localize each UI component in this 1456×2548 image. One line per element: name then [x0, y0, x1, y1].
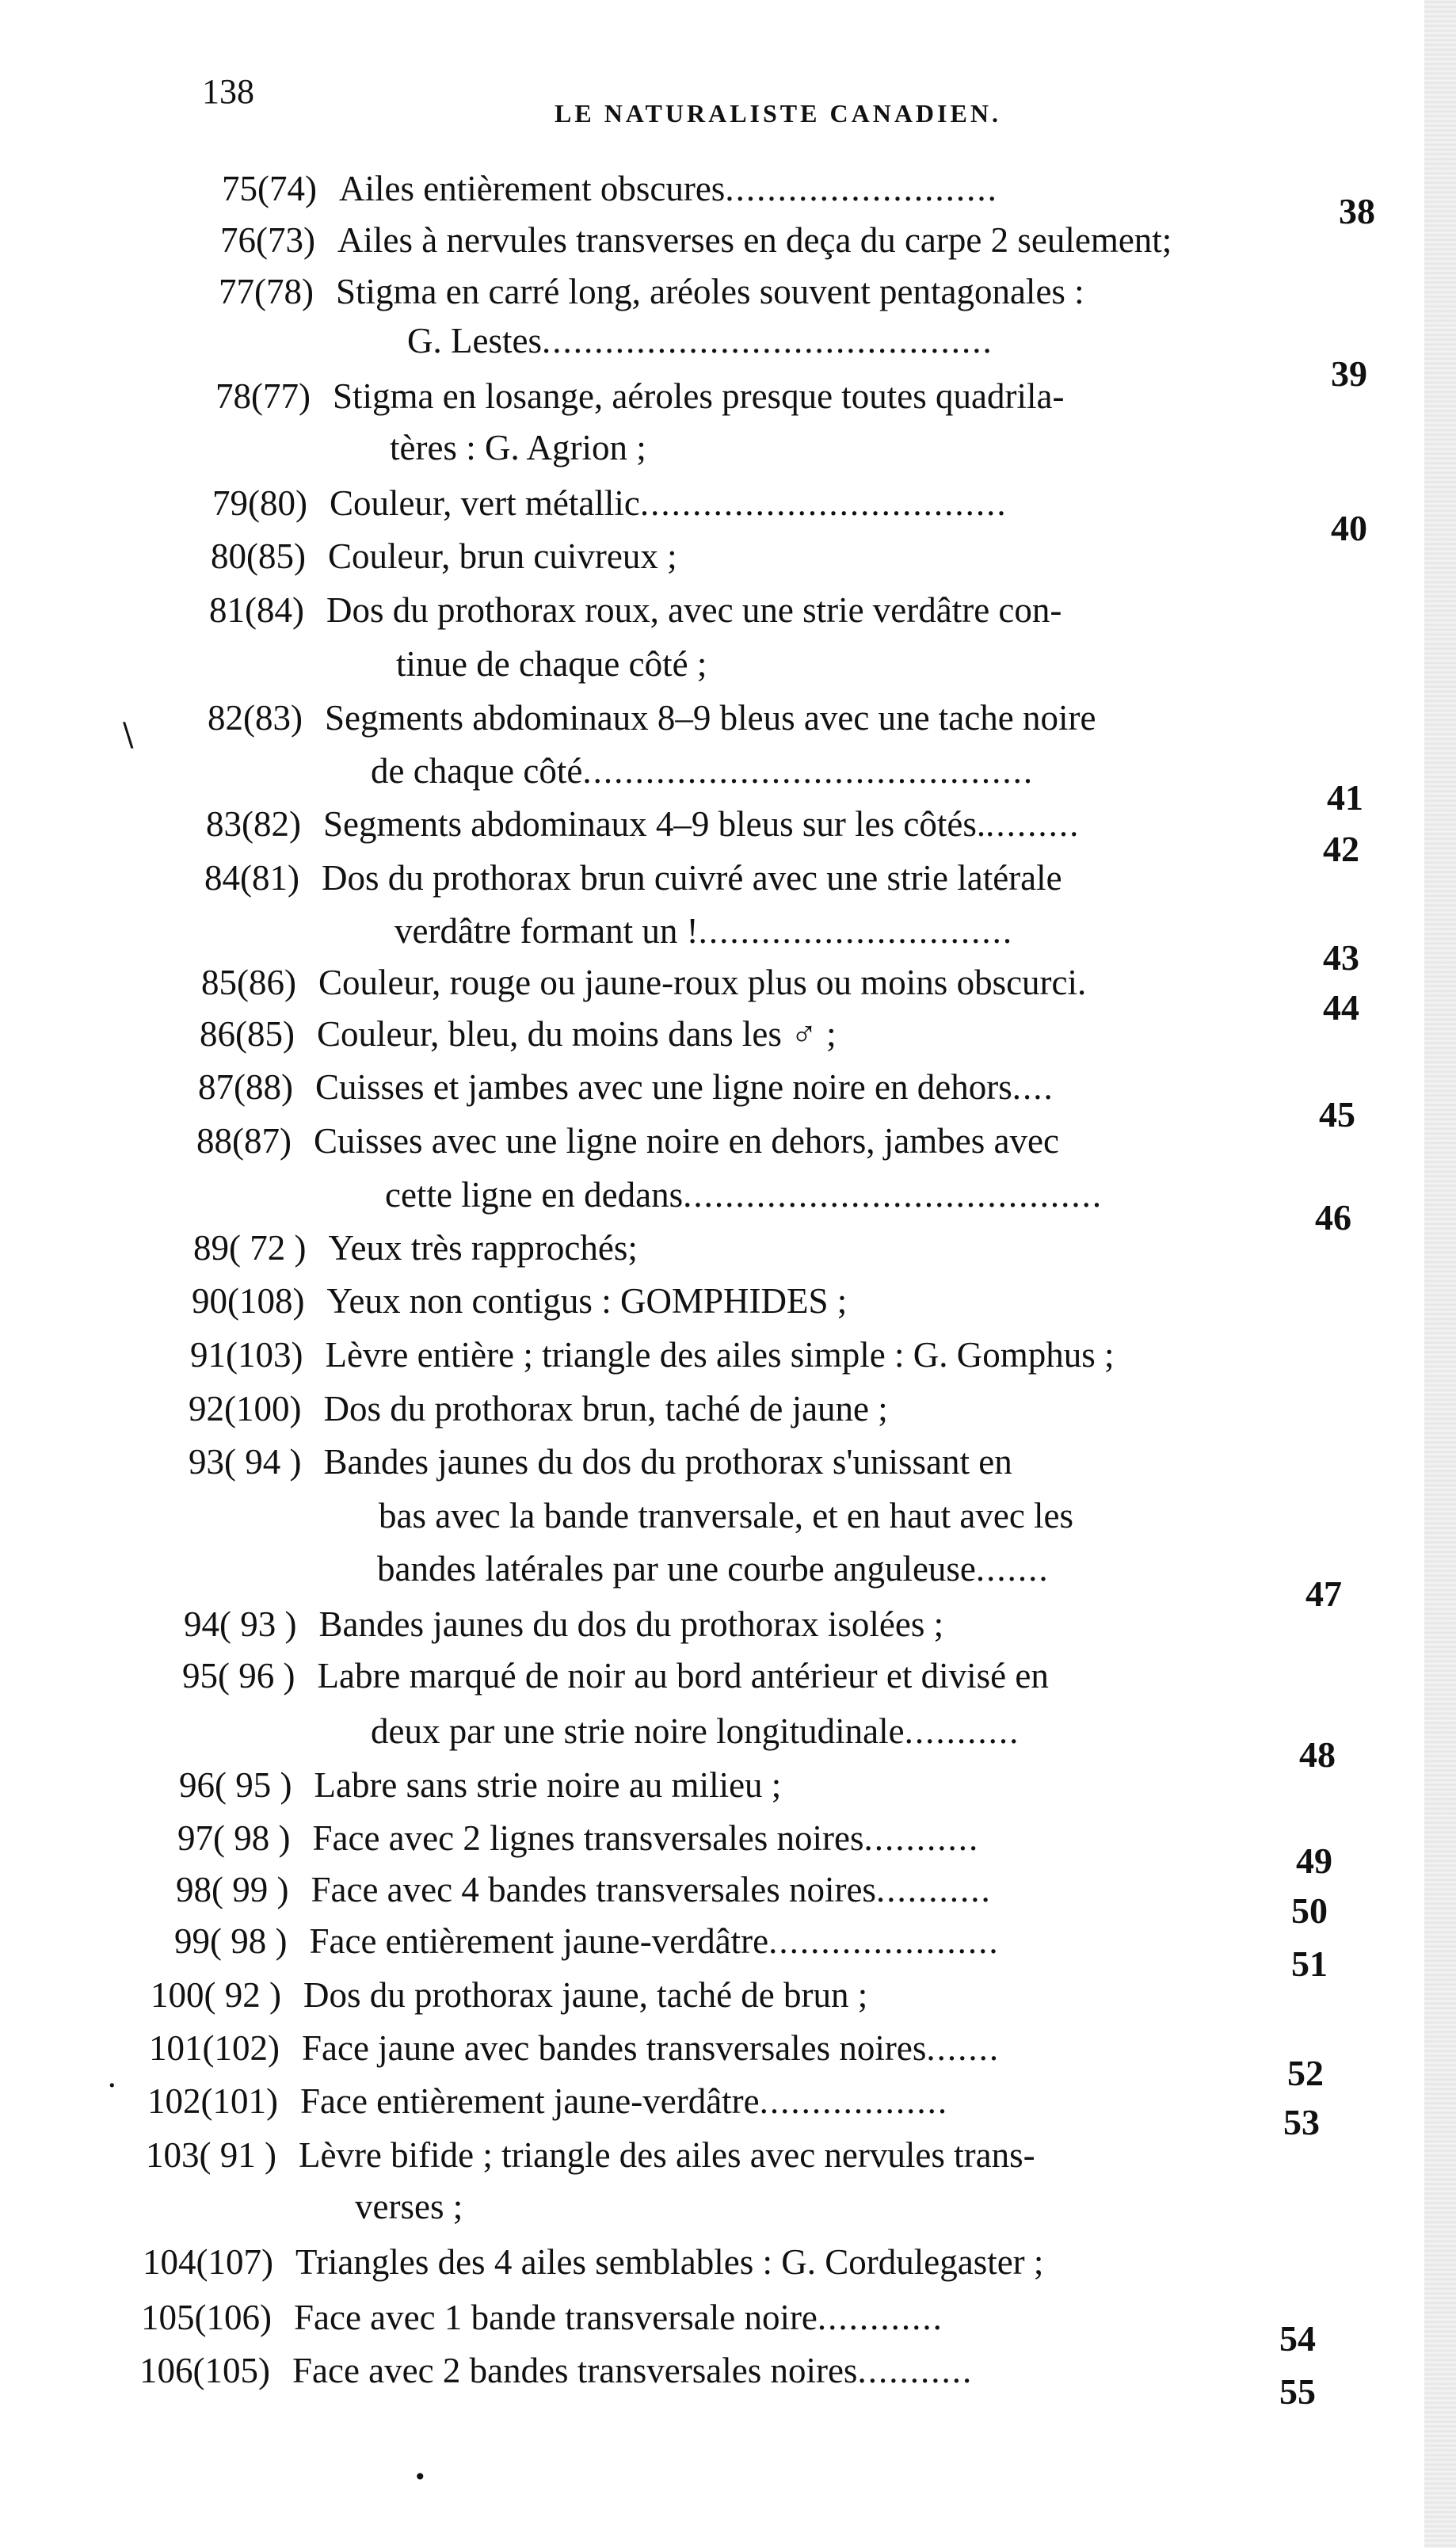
key-entry-line — [390, 424, 646, 471]
entry-text: Dos du prothorax brun cuivré avec une strie latérale — [321, 858, 1062, 898]
entry-number: 105(106) — [141, 2298, 272, 2337]
species-reference-number: 41 — [1327, 777, 1363, 818]
entry-text: Face entièrement jaune-verdâtre — [299, 2081, 760, 2121]
entry-text: Yeux non contigus : GOMPHIDES ; — [326, 1281, 848, 1321]
species-reference-number: 48 — [1299, 1734, 1336, 1775]
leader-dots: ........... — [904, 1711, 1020, 1751]
entry-number: 93( 94 ) — [189, 1442, 302, 1482]
entry-text: Couleur, vert métallic — [329, 483, 640, 523]
entry-number: 84(81) — [204, 858, 299, 898]
species-reference-number: 50 — [1291, 1890, 1328, 1931]
species-reference-number: 49 — [1296, 1840, 1332, 1881]
entry-number: 102(101) — [147, 2081, 278, 2121]
species-reference-number: 40 — [1331, 508, 1367, 548]
entry-number: 90(108) — [192, 1281, 305, 1321]
page-gutter-shadow — [1424, 0, 1456, 2548]
key-entry-line — [219, 268, 1084, 315]
bottom-dot-mark: • — [414, 2464, 427, 2490]
entry-text: Yeux très rapprochés; — [328, 1228, 638, 1268]
entry-text: Face avec 2 bandes transversales noires — [292, 2351, 858, 2390]
species-reference-number: 45 — [1319, 1094, 1355, 1135]
leader-dots: ........................................ — [683, 1175, 1103, 1215]
running-title: LE NATURALISTE CANADIEN. — [555, 99, 1001, 128]
key-entry-line — [355, 2183, 463, 2230]
leader-dots: ........... — [857, 2351, 974, 2390]
key-entry-line — [198, 1063, 1054, 1111]
entry-number: 82(83) — [208, 698, 303, 738]
entry-number: 76(73) — [220, 220, 315, 260]
entry-number: 100( 92 ) — [151, 1975, 281, 2015]
key-entry-line — [146, 2131, 1035, 2179]
key-entry-line — [407, 317, 993, 364]
entry-number: 101(102) — [149, 2028, 280, 2068]
key-entry-line — [222, 165, 998, 212]
entry-text: Labre marqué de noir au bord antérieur et divisé en — [317, 1656, 1049, 1695]
key-entry-line — [379, 1492, 1073, 1539]
species-reference-number: 44 — [1323, 987, 1359, 1028]
entry-number: 96( 95 ) — [179, 1765, 292, 1805]
margin-tick-mark: \ — [123, 717, 134, 753]
key-entry-line — [192, 1277, 847, 1325]
entry-text: deux par une strie noire longitudinale — [371, 1711, 905, 1751]
entry-text: Bandes jaunes du dos du prothorax isolées ; — [318, 1604, 944, 1644]
species-reference-number: 55 — [1279, 2371, 1316, 2412]
species-reference-number: 47 — [1305, 1573, 1342, 1614]
leader-dots: .............................. — [698, 911, 1014, 951]
entry-number: 91(103) — [190, 1335, 303, 1375]
entry-text: G. Lestes — [407, 321, 542, 360]
key-entry-line — [176, 1866, 992, 1913]
entry-text: Dos du prothorax roux, avec une strie verdâtre con- — [326, 590, 1062, 630]
entry-text: Couleur, brun cuivreux ; — [327, 536, 677, 576]
entry-number: 99( 98 ) — [174, 1921, 288, 1961]
leader-dots: .......................... — [725, 169, 998, 208]
entry-text: bandes latérales par une courbe anguleuse — [377, 1549, 976, 1589]
leader-dots: .................. — [759, 2081, 949, 2121]
key-entry-line — [193, 1224, 638, 1272]
entry-number: 78(77) — [215, 376, 311, 416]
leader-dots: ......... — [985, 804, 1081, 844]
entry-text: Face jaune avec bandes transversales noires — [301, 2028, 927, 2068]
key-entry-line — [179, 1761, 781, 1809]
key-entry-line — [174, 1917, 1000, 1965]
entry-number: 95( 96 ) — [182, 1656, 295, 1695]
entry-text: verses ; — [355, 2187, 463, 2226]
key-entry-line — [189, 1385, 888, 1432]
entry-text: Couleur, bleu, du moins dans les ♂ ; — [316, 1014, 837, 1054]
entry-number: 97( 98 ) — [177, 1818, 291, 1858]
entry-text: Segments abdominaux 4–9 bleus sur les côtés. — [322, 804, 986, 844]
species-reference-number: 52 — [1287, 2053, 1324, 2093]
leader-dots: .... — [1012, 1067, 1054, 1107]
entry-number: 104(107) — [143, 2242, 273, 2282]
leader-dots: ...................... — [768, 1921, 1000, 1961]
entry-text: Cuisses avec une ligne noire en dehors, jambes avec — [313, 1121, 1059, 1161]
margin-dot-mark: · — [107, 2068, 117, 2104]
leader-dots: ................................... — [639, 483, 1008, 523]
species-reference-number: 38 — [1339, 191, 1375, 231]
key-entry-line — [200, 1010, 837, 1058]
page-number: 138 — [202, 72, 254, 111]
key-entry-line — [209, 586, 1062, 634]
leader-dots: ........................................... — [541, 321, 993, 360]
entry-text: de chaque côté — [371, 751, 583, 791]
entry-number: 92(100) — [189, 1389, 302, 1428]
entry-text: Labre sans strie noire au milieu ; — [314, 1765, 782, 1805]
entry-text: Stigma en losange, aéroles presque toutes quadrila- — [332, 376, 1065, 416]
key-entry-line — [377, 1545, 1050, 1592]
species-reference-number: 42 — [1323, 829, 1359, 869]
entry-text: Lèvre bifide ; triangle des ailes avec nervules trans- — [298, 2135, 1035, 2175]
species-reference-number: 39 — [1331, 353, 1367, 394]
key-entry-line — [204, 854, 1062, 902]
entry-text: Couleur, rouge ou jaune-roux plus ou moins obscurci. — [318, 963, 1087, 1002]
leader-dots: ....... — [926, 2028, 1001, 2068]
entry-number: 88(87) — [196, 1121, 292, 1161]
leader-dots: ........................................... — [582, 751, 1035, 791]
entry-text: cette ligne en dedans — [385, 1175, 684, 1215]
entry-number: 98( 99 ) — [176, 1870, 289, 1909]
key-entry-line — [394, 907, 1013, 955]
entry-text: tinue de chaque côté ; — [396, 644, 707, 684]
entry-text: Face avec 4 bandes transversales noires — [311, 1870, 876, 1909]
leader-dots: ....... — [975, 1549, 1050, 1589]
entry-text: Ailes entièrement obscures — [338, 169, 726, 208]
entry-number: 77(78) — [219, 272, 314, 311]
species-reference-number: 51 — [1291, 1943, 1328, 1984]
entry-text: verdâtre formant un ! — [394, 911, 699, 951]
entry-number: 87(88) — [198, 1067, 293, 1107]
entry-text: Bandes jaunes du dos du prothorax s'unissant en — [323, 1442, 1012, 1482]
key-entry-line — [177, 1814, 979, 1862]
key-entry-line — [141, 2294, 943, 2341]
entry-text: Triangles des 4 ailes semblables : G. Cordulegaster ; — [295, 2242, 1044, 2282]
entry-text: Dos du prothorax brun, taché de jaune ; — [323, 1389, 888, 1428]
entry-text: bas avec la bande tranversale, et en haut avec les — [379, 1496, 1074, 1535]
key-entry-line — [212, 479, 1008, 527]
leader-dots: ........... — [863, 1818, 980, 1858]
key-entry-line — [189, 1438, 1012, 1486]
key-entry-line — [201, 959, 1086, 1006]
species-reference-number: 46 — [1315, 1197, 1351, 1238]
key-entry-line — [149, 2024, 1000, 2072]
key-entry-line — [206, 800, 1080, 848]
entry-text: Face avec 2 lignes transversales noires — [312, 1818, 864, 1858]
entry-number: 79(80) — [212, 483, 307, 523]
entry-number: 86(85) — [200, 1014, 295, 1054]
leader-dots: ............ — [817, 2298, 943, 2337]
key-entry-line — [151, 1971, 867, 2019]
entry-text: tères : G. Agrion ; — [390, 428, 646, 467]
entry-number: 85(86) — [201, 963, 296, 1002]
entry-number: 80(85) — [211, 536, 306, 576]
key-entry-line — [143, 2238, 1043, 2286]
entry-text: Face avec 1 bande transversale noire — [293, 2298, 818, 2337]
entry-number: 75(74) — [222, 169, 317, 208]
key-entry-line — [147, 2077, 948, 2125]
key-entry-line — [184, 1600, 943, 1648]
key-entry-line — [215, 372, 1064, 420]
entry-text: Segments abdominaux 8–9 bleus avec une tache noire — [324, 698, 1096, 738]
entry-text: Lèvre entière ; triangle des ailes simple : G. Gomphus ; — [325, 1335, 1115, 1375]
entry-number: 94( 93 ) — [184, 1604, 297, 1644]
key-entry-line — [190, 1331, 1114, 1379]
key-entry-line — [182, 1652, 1049, 1699]
key-entry-line — [396, 640, 707, 688]
entry-number: 103( 91 ) — [146, 2135, 276, 2175]
entry-number: 83(82) — [206, 804, 301, 844]
key-entry-line — [196, 1117, 1059, 1165]
key-entry-line — [371, 1707, 1020, 1755]
key-entry-line — [139, 2347, 973, 2394]
leader-dots: ........... — [875, 1870, 992, 1909]
key-entry-line — [211, 532, 677, 580]
entry-number: 106(105) — [139, 2351, 270, 2390]
entry-text: Dos du prothorax jaune, taché de brun ; — [303, 1975, 868, 2015]
species-reference-number: 54 — [1279, 2318, 1316, 2359]
entry-text: Face entièrement jaune-verdâtre — [309, 1921, 769, 1961]
entry-number: 81(84) — [209, 590, 304, 630]
key-entry-line — [385, 1171, 1103, 1219]
entry-text: Stigma en carré long, aréoles souvent pentagonales : — [335, 272, 1084, 311]
key-entry-line — [371, 747, 1034, 795]
species-reference-number: 53 — [1283, 2102, 1320, 2142]
species-reference-number: 43 — [1323, 937, 1359, 978]
key-entry-line — [220, 216, 1172, 264]
entry-text: Ailes à nervules transverses en deça du carpe 2 seulement; — [337, 220, 1172, 260]
entry-text: Cuisses et jambes avec une ligne noire en dehors — [314, 1067, 1012, 1107]
key-entry-line — [208, 694, 1096, 742]
entry-number: 89( 72 ) — [193, 1228, 307, 1268]
